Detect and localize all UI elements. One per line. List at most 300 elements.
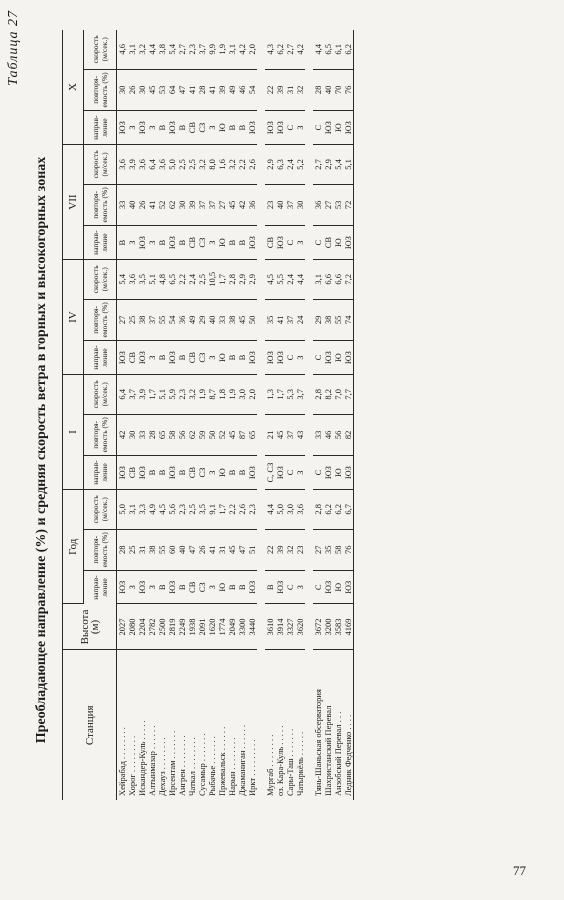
direction-cell: Ю (217, 456, 227, 490)
direction-cell: СВ (265, 226, 275, 260)
direction-cell: Ю (217, 571, 227, 604)
station-height: 3300 (237, 604, 247, 650)
direction-cell: С (313, 226, 323, 260)
repeat-cell: 37 (285, 299, 295, 341)
speed-cell: 5,0 (117, 490, 128, 530)
speed-cell: 6,7 (343, 490, 354, 530)
direction-cell: СВ (187, 341, 197, 375)
direction-cell: ЮЗ (343, 456, 354, 490)
speed-cell: 7,2 (343, 260, 354, 300)
repeat-cell: 26 (197, 529, 207, 571)
header-direction: направ-ление (84, 341, 117, 375)
direction-cell: В (227, 111, 237, 145)
header-group-year: Год (63, 490, 84, 604)
group-gap (257, 30, 265, 800)
header-group-jan: I (63, 375, 84, 490)
speed-cell: 3,0 (285, 490, 295, 530)
direction-cell: ЮЗ (247, 571, 257, 604)
speed-cell: 5,4 (117, 260, 128, 300)
header-repeat: повторя-емость (%) (84, 69, 117, 111)
repeat-cell: 65 (247, 414, 257, 456)
repeat-cell: 29 (197, 299, 207, 341)
speed-cell: 4,9 (147, 490, 157, 530)
speed-cell: 4,3 (265, 30, 275, 69)
direction-cell: В (227, 226, 237, 260)
direction-cell: В (227, 456, 237, 490)
speed-cell: 3,5 (197, 490, 207, 530)
direction-cell: З (295, 341, 305, 375)
header-repeat: повторя-емость (%) (84, 529, 117, 571)
repeat-cell: 31 (285, 69, 295, 111)
direction-cell: С (313, 571, 323, 604)
direction-cell: В (237, 456, 247, 490)
speed-cell: 3,6 (137, 145, 147, 185)
repeat-cell: 27 (117, 299, 128, 341)
speed-cell: 10,5 (207, 260, 217, 300)
direction-cell: ЮЗ (343, 111, 354, 145)
repeat-cell: 45 (227, 184, 237, 226)
repeat-cell: 40 (275, 184, 285, 226)
direction-cell: В (157, 341, 167, 375)
speed-cell: 3,2 (227, 145, 237, 185)
direction-cell: С, СЗ (265, 456, 275, 490)
station-name: Мургаб . . . . . . . . (265, 734, 275, 796)
table-row (167, 30, 177, 800)
header-group-oct: X (63, 30, 84, 145)
repeat-cell: 23 (295, 529, 305, 571)
direction-cell: С (313, 341, 323, 375)
direction-cell: Ю (333, 456, 343, 490)
speed-cell: 5,4 (167, 30, 177, 69)
speed-cell: 3,8 (157, 30, 167, 69)
speed-cell: 3,6 (157, 145, 167, 185)
station-height: 3620 (295, 604, 305, 650)
speed-cell: 9,1 (207, 490, 217, 530)
direction-cell: ЮЗ (265, 111, 275, 145)
repeat-cell: 74 (343, 299, 354, 341)
station-height: 3583 (333, 604, 343, 650)
direction-cell: ЮЗ (275, 226, 285, 260)
speed-cell: 2,2 (177, 260, 187, 300)
station-name: Хорог . . . . . . . . . (127, 735, 137, 796)
direction-cell: З (207, 226, 217, 260)
repeat-cell: 36 (247, 184, 257, 226)
station-height: 1938 (187, 604, 197, 650)
speed-cell: 2,5 (187, 145, 197, 185)
direction-cell: ЮЗ (247, 456, 257, 490)
direction-cell: ЮЗ (343, 571, 354, 604)
speed-cell: 8,0 (207, 145, 217, 185)
repeat-cell: 29 (313, 299, 323, 341)
repeat-cell: 41 (207, 69, 217, 111)
repeat-cell: 27 (217, 184, 227, 226)
station-name: Алтынмазар . . . . . . (147, 725, 157, 796)
repeat-cell: 28 (147, 414, 157, 456)
station-height: 2091 (197, 604, 207, 650)
header-direction: направ-ление (84, 571, 117, 604)
speed-cell: 3,6 (117, 145, 128, 185)
direction-cell: ЮЗ (137, 456, 147, 490)
direction-cell: В (117, 226, 128, 260)
station-name: Искандер-Куль . . . . . (137, 720, 147, 796)
repeat-cell: 31 (137, 529, 147, 571)
table-row (237, 30, 247, 800)
speed-cell: 4,4 (265, 490, 275, 530)
station-height: 2080 (127, 604, 137, 650)
station-name: Ирсентам . . . . . . . (167, 730, 177, 796)
speed-cell: 2,8 (227, 260, 237, 300)
direction-cell: СВ (127, 341, 137, 375)
speed-cell: 4,5 (157, 490, 167, 530)
speed-cell: 4,4 (147, 30, 157, 69)
speed-cell: 1,8 (217, 375, 227, 415)
station-name: оз. Кара-Куль . . . . . (275, 725, 285, 796)
repeat-cell: 25 (127, 529, 137, 571)
speed-cell: 1,6 (217, 145, 227, 185)
speed-cell: 6,4 (117, 375, 128, 415)
repeat-cell: 23 (265, 184, 275, 226)
repeat-cell: 22 (265, 529, 275, 571)
direction-cell: В (157, 571, 167, 604)
repeat-cell: 21 (265, 414, 275, 456)
table-row (275, 30, 285, 800)
station-height: 2049 (227, 604, 237, 650)
station-height: 4169 (343, 604, 354, 650)
speed-cell: 4,2 (295, 30, 305, 69)
repeat-cell: 37 (197, 184, 207, 226)
repeat-cell: 49 (227, 69, 237, 111)
direction-cell: ЮЗ (247, 111, 257, 145)
repeat-cell: 33 (217, 299, 227, 341)
repeat-cell: 33 (117, 184, 128, 226)
station-name: Ледник Федченко . . . . (343, 650, 354, 800)
direction-cell: З (295, 111, 305, 145)
speed-cell: 3,9 (127, 145, 137, 185)
speed-cell: 2,4 (187, 260, 197, 300)
repeat-cell: 72 (343, 184, 354, 226)
table-row (285, 30, 295, 800)
repeat-cell: 38 (147, 529, 157, 571)
repeat-cell: 42 (237, 184, 247, 226)
direction-cell: СВ (323, 226, 333, 260)
speed-cell: 2,6 (237, 490, 247, 530)
direction-cell: ЮЗ (275, 341, 285, 375)
direction-cell: СВ (187, 226, 197, 260)
repeat-cell: 45 (237, 299, 247, 341)
repeat-cell: 32 (285, 529, 295, 571)
station-height: 2782 (147, 604, 157, 650)
header-speed: скорость (м/сек.) (84, 375, 117, 415)
speed-cell: 2,8 (313, 490, 323, 530)
table-row (157, 30, 167, 800)
header-height: Высота (м) (63, 604, 117, 650)
table-row (127, 30, 137, 800)
speed-cell: 6,4 (147, 145, 157, 185)
speed-cell: 1,7 (217, 490, 227, 530)
repeat-cell: 53 (333, 184, 343, 226)
header-group-jul: VII (63, 145, 84, 260)
direction-cell: СЗ (197, 456, 207, 490)
repeat-cell: 30 (295, 184, 305, 226)
direction-cell: В (237, 111, 247, 145)
speed-cell: 3,5 (137, 260, 147, 300)
direction-cell: З (127, 571, 137, 604)
direction-cell: ЮЗ (117, 456, 128, 490)
station-name: Пржевальск . . . . . . (217, 726, 227, 796)
table-row (343, 30, 354, 800)
repeat-cell: 35 (323, 529, 333, 571)
direction-cell: ЮЗ (323, 341, 333, 375)
direction-cell: Ю (333, 341, 343, 375)
page-number: 77 (513, 863, 526, 878)
repeat-cell: 82 (343, 414, 354, 456)
repeat-cell: 30 (137, 69, 147, 111)
header-repeat: повторя-емость (%) (84, 299, 117, 341)
repeat-cell: 27 (313, 529, 323, 571)
direction-cell: ЮЗ (167, 341, 177, 375)
direction-cell: ЮЗ (167, 571, 177, 604)
direction-cell: ЮЗ (323, 571, 333, 604)
direction-cell: С (285, 456, 295, 490)
repeat-cell: 50 (207, 414, 217, 456)
repeat-cell: 37 (147, 299, 157, 341)
table-row (117, 30, 128, 800)
speed-cell: 6,5 (167, 260, 177, 300)
repeat-cell: 76 (343, 529, 354, 571)
repeat-cell: 53 (157, 69, 167, 111)
direction-cell: ЮЗ (117, 571, 128, 604)
repeat-cell: 62 (187, 414, 197, 456)
repeat-cell: 49 (187, 299, 197, 341)
station-name: Нарын . . . . . . . . (227, 737, 237, 796)
speed-cell: 1,7 (275, 375, 285, 415)
repeat-cell: 39 (187, 184, 197, 226)
speed-cell: 2,9 (247, 260, 257, 300)
direction-cell: СЗ (197, 571, 207, 604)
table-row (207, 30, 217, 800)
speed-cell: 5,1 (147, 260, 157, 300)
speed-cell: 1,9 (227, 375, 237, 415)
direction-cell: В (157, 111, 167, 145)
repeat-cell: 38 (137, 299, 147, 341)
direction-cell: ЮЗ (275, 571, 285, 604)
repeat-cell: 41 (275, 299, 285, 341)
direction-cell: В (157, 226, 167, 260)
station-name: Сары-Таш . . . . . . . (285, 728, 295, 796)
direction-cell: В (177, 341, 187, 375)
speed-cell: 3,9 (137, 375, 147, 415)
speed-cell: 2,2 (237, 145, 247, 185)
repeat-cell: 26 (137, 184, 147, 226)
repeat-cell: 32 (295, 69, 305, 111)
speed-cell: 2,9 (323, 145, 333, 185)
table-row (333, 30, 343, 800)
repeat-cell: 56 (333, 414, 343, 456)
speed-cell: 8,2 (323, 375, 333, 415)
speed-cell: 1,3 (265, 375, 275, 415)
repeat-cell: 40 (207, 299, 217, 341)
direction-cell: ЮЗ (167, 456, 177, 490)
direction-cell: З (207, 571, 217, 604)
speed-cell: 9,9 (207, 30, 217, 69)
repeat-cell: 24 (295, 299, 305, 341)
direction-cell: ЮЗ (167, 226, 177, 260)
direction-cell: ЮЗ (343, 226, 354, 260)
table-row (177, 30, 187, 800)
repeat-cell: 40 (127, 184, 137, 226)
repeat-cell: 56 (177, 414, 187, 456)
repeat-cell: 26 (127, 69, 137, 111)
repeat-cell: 40 (177, 529, 187, 571)
direction-cell: ЮЗ (137, 571, 147, 604)
station-height: 2819 (167, 604, 177, 650)
speed-cell: 4,4 (313, 30, 323, 69)
speed-cell: 2,0 (247, 375, 257, 415)
repeat-cell: 62 (167, 184, 177, 226)
table-row (265, 30, 275, 800)
header-direction: направ-ление (84, 111, 117, 145)
wind-table (62, 30, 354, 800)
direction-cell: Ю (333, 571, 343, 604)
repeat-cell: 28 (197, 69, 207, 111)
table-label: Таблица 27 (6, 10, 21, 86)
speed-cell: 2,7 (177, 30, 187, 69)
repeat-cell: 55 (157, 299, 167, 341)
repeat-cell: 65 (157, 414, 167, 456)
station-height: 2500 (157, 604, 167, 650)
direction-cell: В (237, 571, 247, 604)
speed-cell: 3,1 (313, 260, 323, 300)
speed-cell: 3,7 (197, 30, 207, 69)
repeat-cell: 39 (275, 529, 285, 571)
station-name: Рыбачье . . . . . . . (207, 736, 217, 796)
speed-cell: 6,2 (275, 30, 285, 69)
repeat-cell: 40 (323, 69, 333, 111)
direction-cell: Ю (217, 341, 227, 375)
repeat-cell: 37 (285, 184, 295, 226)
speed-cell: 3,0 (237, 375, 247, 415)
direction-cell: СВ (187, 456, 197, 490)
direction-cell: З (207, 341, 217, 375)
repeat-cell: 58 (167, 414, 177, 456)
repeat-cell: 45 (147, 69, 157, 111)
repeat-cell: 47 (237, 529, 247, 571)
speed-cell: 3,7 (127, 375, 137, 415)
table-row (295, 30, 305, 800)
direction-cell: ЮЗ (247, 226, 257, 260)
direction-cell: З (147, 341, 157, 375)
repeat-cell: 39 (275, 69, 285, 111)
repeat-cell: 30 (127, 414, 137, 456)
station-name: Джаманиган . . . . . . (237, 725, 247, 796)
direction-cell: СВ (187, 111, 197, 145)
repeat-cell: 43 (295, 414, 305, 456)
direction-cell: Ю (333, 226, 343, 260)
repeat-cell: 39 (217, 69, 227, 111)
table-row (217, 30, 227, 800)
direction-cell: В (227, 571, 237, 604)
speed-cell: 7,0 (333, 375, 343, 415)
direction-cell: ЮЗ (137, 341, 147, 375)
repeat-cell: 45 (227, 414, 237, 456)
speed-cell: 2,3 (177, 490, 187, 530)
direction-cell: З (147, 226, 157, 260)
repeat-cell: 41 (207, 529, 217, 571)
direction-cell: В (147, 456, 157, 490)
speed-cell: 4,6 (117, 30, 128, 69)
speed-cell: 1,9 (197, 375, 207, 415)
header-group-row (63, 30, 84, 800)
repeat-cell: 33 (313, 414, 323, 456)
direction-cell: Ю (217, 111, 227, 145)
header-speed: скорость (м/сек.) (84, 145, 117, 185)
direction-cell: С (313, 111, 323, 145)
repeat-cell: 38 (323, 299, 333, 341)
repeat-cell: 47 (187, 529, 197, 571)
station-height: 3914 (275, 604, 285, 650)
speed-cell: 5,0 (167, 145, 177, 185)
station-name: Тянь-Шаньская обсерватория (313, 689, 323, 796)
direction-cell: З (207, 456, 217, 490)
speed-cell: 5,4 (333, 145, 343, 185)
header-repeat: повторя-емость (%) (84, 184, 117, 226)
repeat-cell: 38 (227, 299, 237, 341)
speed-cell: 2,2 (227, 490, 237, 530)
header-repeat: повторя-емость (%) (84, 414, 117, 456)
station-height: 3672 (313, 604, 323, 650)
header-station: Станция (63, 650, 117, 800)
repeat-cell: 37 (285, 414, 295, 456)
repeat-cell: 36 (177, 299, 187, 341)
speed-cell: 4,8 (157, 260, 167, 300)
speed-cell: 3,2 (197, 145, 207, 185)
repeat-cell: 22 (265, 69, 275, 111)
speed-cell: 3,1 (127, 490, 137, 530)
repeat-cell: 42 (117, 414, 128, 456)
speed-cell: 2,5 (177, 145, 187, 185)
speed-cell: 3,3 (137, 490, 147, 530)
repeat-cell: 35 (265, 299, 275, 341)
repeat-cell: 45 (227, 529, 237, 571)
repeat-cell: 55 (333, 299, 343, 341)
direction-cell: ЮЗ (323, 111, 333, 145)
repeat-cell: 31 (217, 529, 227, 571)
repeat-cell: 25 (127, 299, 137, 341)
speed-cell: 8,7 (207, 375, 217, 415)
speed-cell: 2,3 (247, 490, 257, 530)
station-height: 3440 (247, 604, 257, 650)
speed-cell: 6,3 (275, 145, 285, 185)
station-height: 3610 (265, 604, 275, 650)
repeat-cell: 58 (333, 529, 343, 571)
speed-cell: 5,9 (167, 375, 177, 415)
speed-cell: 3,6 (127, 260, 137, 300)
repeat-cell: 47 (177, 69, 187, 111)
repeat-cell: 51 (247, 529, 257, 571)
speed-cell: 4,4 (295, 260, 305, 300)
table-row (247, 30, 257, 800)
table-body (117, 30, 354, 800)
speed-cell: 5,3 (285, 375, 295, 415)
direction-cell: СЗ (197, 341, 207, 375)
direction-cell: ЮЗ (117, 341, 128, 375)
header-direction: направ-ление (84, 226, 117, 260)
group-gap (305, 30, 313, 800)
speed-cell: 2,8 (313, 375, 323, 415)
direction-cell: ЮЗ (343, 341, 354, 375)
speed-cell: 2,0 (247, 30, 257, 69)
direction-cell: С (285, 571, 295, 604)
